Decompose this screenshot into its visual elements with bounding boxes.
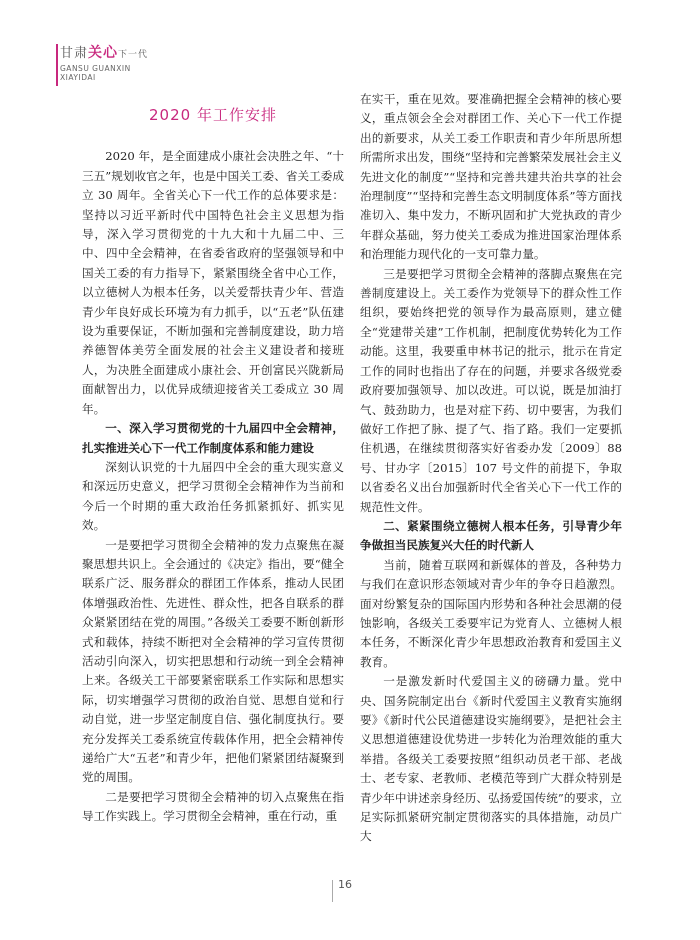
- page-number: 16: [338, 878, 352, 891]
- magazine-logo: [60, 44, 180, 82]
- logo-english-line2: XIAYIDAI: [60, 73, 96, 82]
- paragraph: 深刻认识党的十九届四中全会的重大现实意义和深远历史意义，把学习贯彻全会精神作为当前和今后一个时期的重大政治任务抓紧抓好、抓实见效。: [82, 459, 344, 533]
- paragraph: 二是要把学习贯彻全会精神的切入点聚焦在指导工作实践上。学习贯彻全会精神，重在行动，重: [82, 789, 344, 824]
- logo-brand: 关心: [88, 45, 119, 61]
- section-heading-1: 一、深入学习贯彻党的十九届四中全会精神，扎实推进关心下一代工作制度体系和能力建设: [82, 421, 344, 455]
- logo-english-line1: GANSU GUANXIN: [60, 64, 131, 73]
- logo-accent-bar: [56, 44, 58, 86]
- logo-suffix: 下一代: [118, 50, 149, 60]
- logo-prefix: 甘肃: [60, 46, 89, 61]
- section-heading-2: 二、紧紧围绕立德树人根本任务，引导青少年争做担当民族复兴大任的时代新人: [360, 518, 622, 553]
- paragraph: 当前，随着互联网和新媒体的普及，各种势力与我们在意识形态领域对青少年的争夺日趋激烈。面对纷繁复杂的国际国内形势和各种社会思潮的侵蚀影响，各级关工委要牢记为党育人、立德树人根本任务，不断深化青少年思想政治教育和爱国主义教育。: [360, 557, 622, 669]
- paragraph: 三是要把学习贯彻全会精神的落脚点聚焦在完善制度建设上。关工委作为党领导下的群众性工作组织，要始终把党的领导作为最高原则，建立健全“党建带关建”工作机制，把制度优势转化为工作动能。这里，我要重申林书记的批示，批示在肯定工作的同时也指出了存在的问题，并要求各级党委政府要加强领导、加以改进。可以说，既是加油打气、鼓劲助力，也是对症下药、切中要害，为我们做好工作把了脉、提了气、指了路。我们一定要抓住机遇，在继续贯彻落实好省委办发〔2009〕88 号、甘办字〔2015〕107 号文件的前提下，争取以省委名义出台加强新时代全省关心下一代工作的规范性文件。: [360, 266, 622, 514]
- article-title: 2020 年工作安排: [149, 106, 277, 124]
- paragraph-intro: 2020 年，是全面建成小康社会决胜之年、“十三五”规划收官之年，也是中国关工委、省关工委成立 30 周年。全省关心下一代工作的总体要求是：坚持以习近平新时代中国特色社会主义思想为指导，深入学习贯彻党的十九大和十九届二中、三中、四中全会精神，在省委省政府的坚强领导和中国关工委的有力指导下，紧紧围绕全省中心工作，以立德树人为根本任务，以关爱帮扶青少年、营造青少年良好成长环境为有力抓手，以“五老”队伍建设为重要保证，不断加强和完善制度建设，助力培养德智体美劳全面发展的社会主义建设者和接班人，为决胜全面建成小康社会、开创富民兴陇新局面献智出力，以优异成绩迎接省关工委成立 30 周年。: [82, 149, 344, 416]
- paragraph-continued: 在实干，重在见效。要准确把握全会精神的核心要义，重点领会全会对群团工作、关心下一代工作提出的新要求，从关工委工作职责和青少年所思所想所需所求出发，围绕“坚持和完善繁荣发展社会主义先进文化的制度”“坚持和完善共建共治共享的社会治理制度”“坚持和完善生态文明制度体系”等方面找准切入、集中发力，不断巩固和扩大党执政的青少年群众基础，努力使关工委成为推进国家治理体系和治理能力现代化的一支可靠力量。: [360, 92, 622, 262]
- paragraph: 一是激发新时代爱国主义的磅礴力量。党中央、国务院制定出台《新时代爱国主义教育实施纲要》《新时代公民道德建设实施纲要》，是把社会主义思想道德建设优势进一步转化为治理效能的重大举措。各级关工委要按照“组织动员老干部、老战士、老专家、老教师、老模范等到广大群众特别是青少年中讲述亲身经历、弘扬爱国传统”的要求，立足实际抓紧研究制定贯彻落实的具体措施，动员广大: [360, 674, 622, 844]
- logo-chinese: [60, 44, 180, 64]
- paragraph: 一是要把学习贯彻全会精神的发力点聚焦在凝聚思想共识上。全会通过的《决定》指出，要“健全联系广泛、服务群众的群团工作体系，推动人民团体增强政治性、先进性、群众性，把各自联系的群众紧紧团结在党的周围。”各级关工委要不断创新形式和载体，持续不断把对全会精神的学习宣传贯彻活动引向深入，切实把思想和行动统一到全会精神上来。各级关工干部要紧密联系工作实际和思想实际，切实增强学习贯彻的政治自觉、思想自觉和行动自觉，进一步坚定制度自信、强化制度执行。要充分发挥关工委系统宣传载体作用，把全会精神传递给广大“五老”和青少年，把他们紧紧团结凝聚到党的周围。: [82, 537, 344, 785]
- right-column: [360, 90, 622, 847]
- page-number-rule: [332, 880, 333, 902]
- left-column: [82, 88, 344, 827]
